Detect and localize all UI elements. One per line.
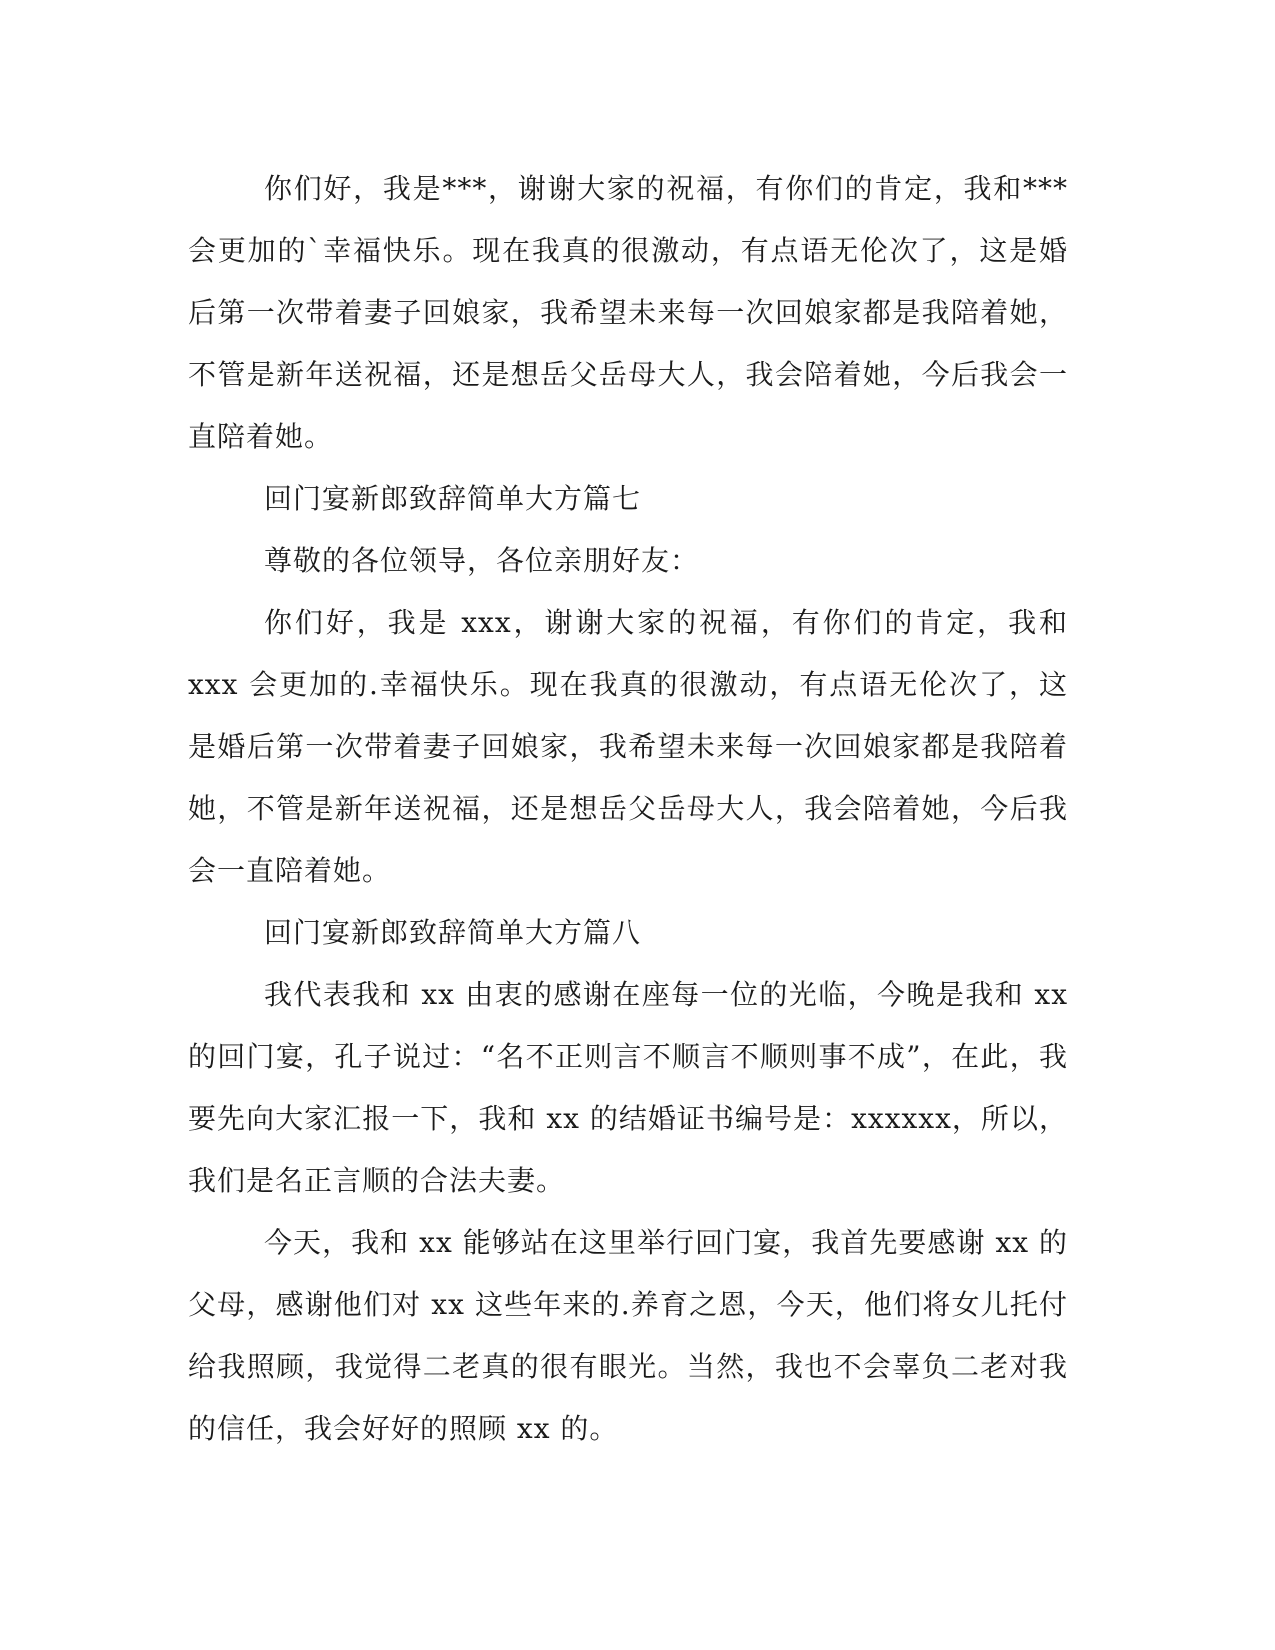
section-heading-7: 回门宴新郎致辞简单大方篇七 [264, 482, 642, 515]
document-body [188, 158, 1068, 1460]
paragraph-salutation: 尊敬的各位领导，各位亲朋好友： [264, 544, 700, 577]
section-heading-8: 回门宴新郎致辞简单大方篇八 [264, 916, 642, 949]
paragraph-parents: 今天，我和 xx 能够站在这里举行回门宴，我首先要感谢 xx 的父母，感谢他们对 xx 这些年来的.养育之恩，今天，他们将女儿托付给我照顾，我觉得二老真的很有眼光。当然，我也不会辜负二老对我的信任，我会好好的照顾 xx 的。 [188, 1226, 1068, 1445]
paragraph-greeting-2: 你们好，我是 xxx，谢谢大家的祝福，有你们的肯定，我和 xxx 会更加的.幸福快乐。现在我真的很激动，有点语无伦次了，这是婚后第一次带着妻子回娘家，我希望未来每一次回娘家都是我陪着她，不管是新年送祝福，还是想岳父岳母大人，我会陪着她，今后我会一直陪着她。 [188, 606, 1068, 887]
paragraph-greeting-1: 你们好，我是***，谢谢大家的祝福，有你们的肯定，我和***会更加的`幸福快乐。现在我真的很激动，有点语无伦次了，这是婚后第一次带着妻子回娘家，我希望未来每一次回娘家都是我陪着她，不管是新年送祝福，还是想岳父岳母大人，我会陪着她，今后我会一直陪着她。 [188, 172, 1068, 453]
paragraph-thanks: 我代表我和 xx 由衷的感谢在座每一位的光临，今晚是我和 xx 的回门宴，孔子说过：“名不正则言不顺言不顺则事不成”，在此，我要先向大家汇报一下，我和 xx 的结婚证书编号是：xxxxxx，所以，我们是名正言顺的合法夫妻。 [188, 978, 1068, 1197]
